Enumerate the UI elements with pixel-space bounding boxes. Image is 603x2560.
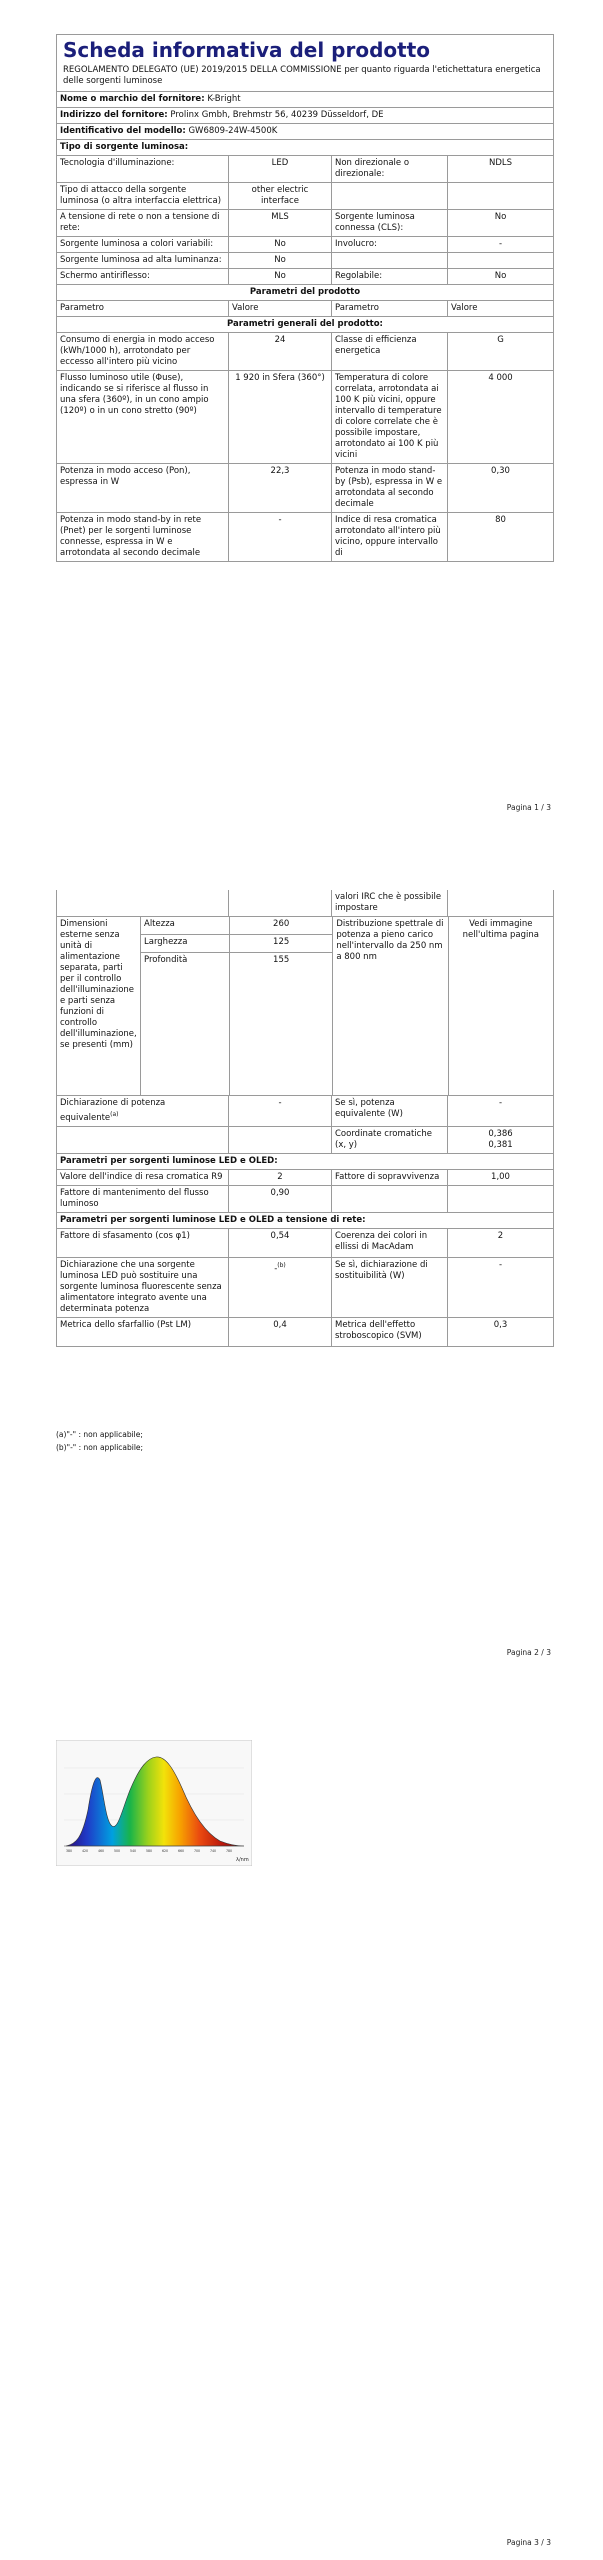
flicker-row xyxy=(57,1318,553,1346)
x-tick: 580 xyxy=(146,1849,153,1853)
row-label: Potenza in modo stand-by (Psb), espressa in W e arrotondata al secondo decimale xyxy=(332,464,448,512)
product-info-table-cont xyxy=(56,890,554,1347)
col-param: Parametro xyxy=(332,301,448,316)
equiv-label-cell xyxy=(57,1096,229,1126)
fluor-value: - xyxy=(274,1263,278,1274)
row-label: Flusso luminoso utile (Φuse), indicando se si riferisce al flusso in una sfera (360º), in un cono ampio (120º) o in un cono stretto (90º) xyxy=(57,371,229,463)
col-value: Valore xyxy=(229,301,332,316)
r9-row xyxy=(57,1170,553,1186)
row-label: Non direzionale o direzionale: xyxy=(332,156,448,182)
model-row xyxy=(57,124,553,140)
table-row xyxy=(57,253,553,269)
page-3 xyxy=(0,1740,603,2560)
row-value: NDLS xyxy=(488,158,513,168)
regulation-subtitle: REGOLAMENTO DELEGATO (UE) 2019/2015 DELLA COMMISSIONE per quanto riguarda l'etichettatura energetica delle sorgenti luminose xyxy=(63,65,541,86)
row-label: Sorgente luminosa ad alta luminanza: xyxy=(57,253,229,268)
equiv-w-value: - xyxy=(498,1098,503,1108)
row-label: Indice di resa cromatica arrotondato all'intero più vicino, oppure intervallo di xyxy=(332,513,448,561)
table-row xyxy=(57,156,553,183)
page-title: Scheda informativa del prodotto xyxy=(63,38,431,62)
strobo-value: 0,3 xyxy=(493,1319,508,1330)
chroma-row xyxy=(57,1127,553,1154)
model-label: Identificativo del modello: xyxy=(60,126,186,136)
general-params-section: Parametri generali del prodotto: xyxy=(227,319,383,329)
led-section: Parametri per sorgenti luminose LED e OLED: xyxy=(60,1155,278,1166)
x-axis-label: λ/nm xyxy=(236,1857,249,1863)
row-label: Sorgente luminosa connessa (CLS): xyxy=(332,210,448,236)
page-number: Pagina 1 / 3 xyxy=(506,803,551,812)
table-row xyxy=(57,183,553,210)
cos-row xyxy=(57,1229,553,1258)
dim-height-label: Altezza xyxy=(141,917,229,935)
dim-depth-label: Profondità xyxy=(144,955,188,965)
equiv-w-label: Se sì, potenza equivalente (W) xyxy=(332,1096,448,1126)
maintenance-value: 0,90 xyxy=(229,1186,332,1212)
table-row xyxy=(57,464,553,513)
supplier-address-value: Prolinx Gmbh, Brehmstr 56, 40239 Düsseldorf, DE xyxy=(170,110,384,120)
dim-height-value: 260 xyxy=(230,917,332,935)
equiv-value: - xyxy=(229,1096,332,1126)
params-header-row xyxy=(57,285,553,301)
spectral-value: Vedi immagine nell'ultima pagina xyxy=(462,919,539,940)
table-row xyxy=(57,371,553,464)
x-tick: 700 xyxy=(194,1849,201,1853)
fluorescent-row xyxy=(57,1258,553,1318)
equiv-label: Dichiarazione di potenza equivalente xyxy=(60,1098,166,1123)
col-value: Valore xyxy=(451,303,478,313)
page-1 xyxy=(0,0,603,833)
mains-section: Parametri per sorgenti luminose LED e OLED a tensione di rete: xyxy=(60,1214,366,1225)
cos-label: Fattore di sfasamento (cos φ1) xyxy=(57,1229,229,1257)
row-label: Consumo di energia in modo acceso (kWh/1000 h), arrotondato per eccesso all'intero più vicino xyxy=(57,333,229,370)
row-label: Classe di efficienza energetica xyxy=(332,333,448,370)
continuation-row xyxy=(57,890,553,917)
row-label: Tipo di attacco della sorgente luminosa (o altra interfaccia elettrica) xyxy=(57,183,229,209)
fluor-label: Dichiarazione che una sorgente luminosa LED può sostituire una sorgente luminosa fluorescente senza alimentatore integrato avente una determinata potenza xyxy=(57,1258,229,1317)
row-label: Schermo antiriflesso: xyxy=(57,269,229,284)
row-label: Involucro: xyxy=(332,237,448,252)
dimensions-label: Dimensioni esterne senza unità di alimentazione separata, parti per il controllo dell'illuminazione e parti senza funzioni di controllo dell'illuminazione, se presenti (mm) xyxy=(57,917,141,1095)
footnote-b: (b)"-" : non applicabile; xyxy=(56,1443,144,1452)
cos-value: 0,54 xyxy=(229,1229,332,1257)
fluor-value-cell xyxy=(229,1258,332,1317)
supplier-address-label: Indirizzo del fornitore: xyxy=(60,110,168,120)
page-number: Pagina 3 / 3 xyxy=(506,2538,551,2547)
table-row xyxy=(57,513,553,561)
r9-label: Valore dell'indice di resa cromatica R9 xyxy=(57,1170,229,1185)
column-header-row xyxy=(57,301,553,317)
chroma-label: Coordinate cromatiche (x, y) xyxy=(332,1127,448,1153)
flicker-label: Metrica dello sfarfallio (Pst LM) xyxy=(57,1318,229,1346)
cri-continuation: valori IRC che è possibile impostare xyxy=(332,890,448,916)
x-tick: 540 xyxy=(130,1849,137,1853)
row-value: 80 xyxy=(495,515,506,525)
survival-label: Fattore di sopravvivenza xyxy=(332,1170,448,1185)
flicker-value: 0,4 xyxy=(229,1318,332,1346)
general-params-row xyxy=(57,317,553,333)
footnotes xyxy=(56,1428,143,1454)
row-label xyxy=(332,253,448,268)
row-value: No xyxy=(229,269,332,284)
product-info-table xyxy=(56,34,554,562)
x-tick: 500 xyxy=(114,1849,121,1853)
row-value: 4 000 xyxy=(488,373,513,383)
source-type-section: Tipo di sorgente luminosa: xyxy=(60,142,189,152)
macadam-value: 2 xyxy=(497,1230,504,1241)
r9-value: 2 xyxy=(229,1170,332,1185)
x-tick: 420 xyxy=(82,1849,89,1853)
row-value: G xyxy=(497,335,504,345)
row-label: A tensione di rete o non a tensione di rete: xyxy=(57,210,229,236)
row-value: 0,30 xyxy=(491,466,510,476)
row-label: Temperatura di colore correlata, arrotondata ai 100 K più vicini, oppure intervallo di temperature di colore correlate che è possibile impostare, arrotondato ai 100 K più vicini xyxy=(332,371,448,463)
dimension-names xyxy=(141,917,229,1095)
col-param: Parametro xyxy=(57,301,229,316)
row-value: other electric interface xyxy=(229,183,332,209)
spectrum-chart xyxy=(56,1740,252,1866)
macadam-label: Coerenza dei colori in ellissi di MacAdam xyxy=(332,1229,448,1257)
x-tick: 660 xyxy=(178,1849,185,1853)
row-label: Potenza in modo stand-by in rete (Pnet) per le sorgenti luminose connesse, espressa in W e arrotondata al secondo decimale xyxy=(57,513,229,561)
row-value: 1 920 in Sfera (360°) xyxy=(229,371,332,463)
dimensions-cell xyxy=(57,917,230,1095)
strobo-label: Metrica dell'effetto stroboscopico (SVM) xyxy=(332,1318,448,1346)
source-type-header xyxy=(57,140,553,156)
row-label: Sorgente luminosa a colori variabili: xyxy=(57,237,229,252)
equiv-sup: (a) xyxy=(110,1111,119,1118)
survival-value: 1,00 xyxy=(491,1171,510,1182)
equivalent-power-row xyxy=(57,1096,553,1127)
page-number: Pagina 2 / 3 xyxy=(506,1648,551,1657)
table-row xyxy=(57,210,553,237)
supplier-address-row xyxy=(57,108,553,124)
chroma-values xyxy=(448,1127,553,1153)
row-value: No xyxy=(229,237,332,252)
dim-depth-value: 155 xyxy=(273,955,290,965)
row-value: - xyxy=(229,513,332,561)
footnote-a: (a)"-" : non applicabile; xyxy=(56,1430,143,1439)
row-value xyxy=(448,183,553,209)
dim-width-value: 125 xyxy=(230,935,332,953)
page-2 xyxy=(0,890,603,1710)
row-label xyxy=(332,183,448,209)
x-tick: 620 xyxy=(162,1849,169,1853)
row-value xyxy=(448,253,553,268)
row-value: LED xyxy=(229,156,332,182)
row-label: Tecnologia d'illuminazione: xyxy=(57,156,229,182)
row-value: MLS xyxy=(229,210,332,236)
params-section: Parametri del prodotto xyxy=(249,287,361,297)
dimension-values xyxy=(230,917,333,1095)
row-value: - xyxy=(498,239,503,249)
supplier-name-row xyxy=(57,92,553,108)
mains-section-row xyxy=(57,1213,553,1229)
row-value: No xyxy=(494,271,507,281)
maintenance-row xyxy=(57,1186,553,1213)
maintenance-label: Fattore di mantenimento del flusso luminoso xyxy=(57,1186,229,1212)
table-row xyxy=(57,269,553,285)
dim-width-label: Larghezza xyxy=(141,935,229,953)
row-label: Regolabile: xyxy=(332,269,448,284)
x-tick: 740 xyxy=(210,1849,217,1853)
supplier-name-label: Nome o marchio del fornitore: xyxy=(60,94,205,104)
row-value: 24 xyxy=(229,333,332,370)
row-label: Potenza in modo acceso (Pon), espressa in W xyxy=(57,464,229,512)
chroma-x: 0,386 xyxy=(488,1128,513,1139)
fluor-w-value: - xyxy=(498,1259,503,1270)
x-tick: 780 xyxy=(226,1849,233,1853)
x-tick: 460 xyxy=(98,1849,105,1853)
table-row xyxy=(57,237,553,253)
x-tick: 380 xyxy=(66,1849,73,1853)
title-box xyxy=(57,35,553,92)
row-value: No xyxy=(494,212,507,222)
fluor-sup: (b) xyxy=(277,1261,286,1269)
model-value: GW6809-24W-4500K xyxy=(188,126,278,136)
fluor-w-label: Se sì, dichiarazione di sostituibilità (W) xyxy=(332,1258,448,1317)
chroma-y: 0,381 xyxy=(488,1139,513,1150)
supplier-name-value: K-Bright xyxy=(207,94,241,104)
led-section-row xyxy=(57,1154,553,1170)
spectral-label: Distribuzione spettrale di potenza a pieno carico nell'intervallo da 250 nm a 800 nm xyxy=(333,917,448,1095)
row-value: No xyxy=(229,253,332,268)
row-value: 22,3 xyxy=(229,464,332,512)
table-row xyxy=(57,333,553,371)
dimensions-row xyxy=(57,917,553,1096)
